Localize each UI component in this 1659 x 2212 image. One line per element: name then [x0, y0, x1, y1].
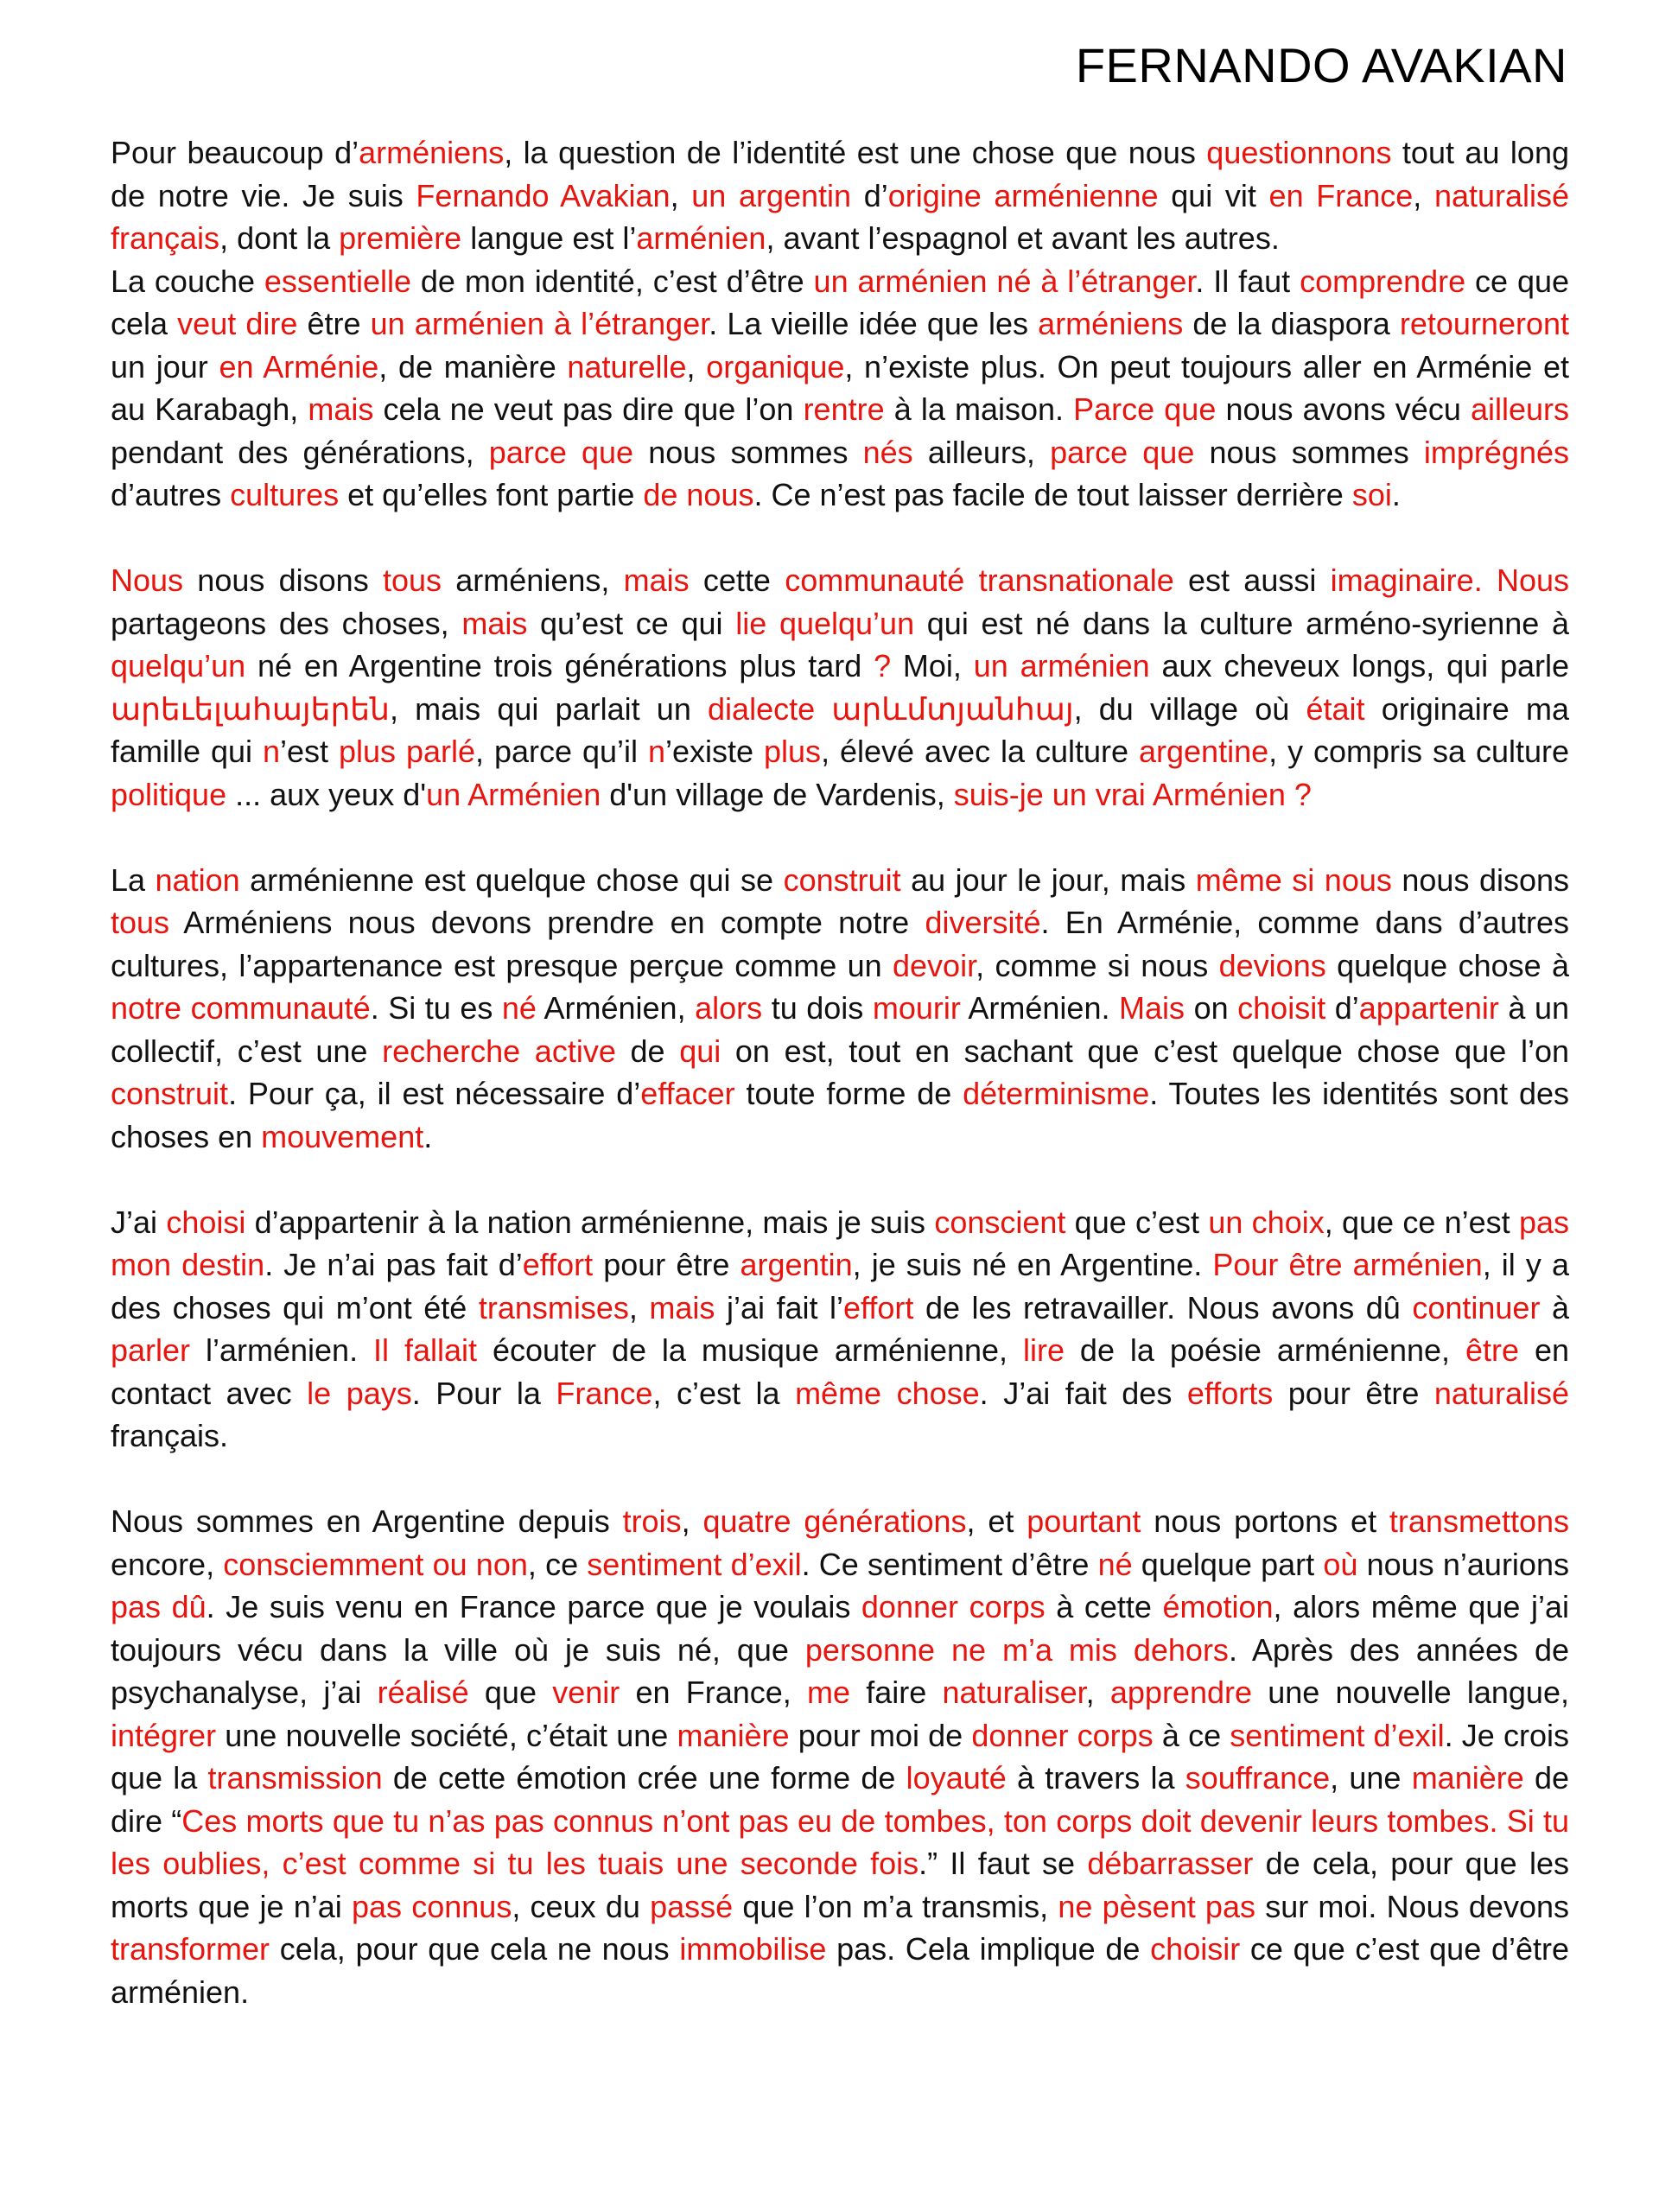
- highlighted-text: où: [1323, 1546, 1358, 1582]
- highlighted-text: sentiment d’exil: [587, 1546, 802, 1582]
- text-segment: à un collectif, c’est une: [111, 990, 1570, 1069]
- text-segment: nous sommes: [633, 434, 863, 470]
- text-segment: ... aux yeux d': [226, 776, 427, 812]
- text-segment: , alors même que j’ai toujours vécu dans la ville où je suis né, que: [111, 1589, 1569, 1668]
- text-segment: est aussi: [1173, 563, 1331, 598]
- highlighted-text: origine arménienne: [887, 177, 1159, 213]
- text-segment: de cela, pour que les morts que je n’ai: [111, 1846, 1569, 1924]
- highlighted-text: n: [647, 734, 666, 769]
- text-segment: Nous sommes en Argentine depuis: [111, 1503, 623, 1539]
- text-segment: partageons des choses,: [111, 605, 462, 641]
- highlighted-text: transmission: [207, 1760, 383, 1796]
- highlighted-text: nés: [862, 434, 913, 470]
- highlighted-text: souffrance: [1185, 1760, 1331, 1796]
- text-segment: ,: [686, 348, 707, 385]
- text-segment: que c’est: [1065, 1204, 1209, 1240]
- highlighted-text: un arménien à l’étranger: [370, 306, 709, 341]
- highlighted-text: transmettons: [1389, 1503, 1570, 1539]
- highlighted-text: mourir: [872, 990, 961, 1026]
- highlighted-text: ne pèsent pas: [1058, 1888, 1255, 1924]
- highlighted-text: argentin: [740, 1247, 853, 1282]
- text-segment: aux cheveux longs, qui parle: [1149, 648, 1569, 683]
- article-body: [111, 131, 1569, 2013]
- highlighted-text: choisir: [1150, 1931, 1241, 1967]
- text-segment: que: [468, 1675, 553, 1710]
- text-segment: faire: [850, 1675, 943, 1710]
- text-segment: ,: [681, 1503, 703, 1539]
- text-segment: ,: [1413, 177, 1434, 213]
- highlighted-text: naturaliser: [942, 1675, 1086, 1710]
- text-segment: à travers la: [1006, 1760, 1185, 1796]
- highlighted-text: en France: [1268, 177, 1414, 213]
- highlighted-text: première: [339, 220, 462, 256]
- text-segment: pour moi de: [789, 1717, 972, 1753]
- text-segment: . Toutes les identités sont des choses en: [111, 1076, 1569, 1154]
- highlighted-text: était: [1306, 690, 1365, 727]
- highlighted-text: tous: [111, 905, 170, 940]
- highlighted-text: qui: [679, 1033, 721, 1069]
- highlighted-text: émotion: [1162, 1589, 1274, 1624]
- text-segment: . La vieille idée que les: [709, 306, 1039, 341]
- text-segment: d’: [1325, 990, 1359, 1026]
- text-segment: . Je crois que la: [111, 1717, 1569, 1796]
- text-segment: J’ai: [111, 1204, 167, 1240]
- highlighted-text: en Arménie: [219, 348, 379, 385]
- paragraph: [111, 859, 1569, 1159]
- highlighted-text: manière: [1411, 1760, 1524, 1796]
- text-segment: nous avons vécu: [1216, 391, 1471, 427]
- text-segment: . Pour la: [411, 1375, 556, 1411]
- highlighted-text: France: [556, 1375, 653, 1411]
- highlighted-text: consciemment ou non: [223, 1546, 528, 1582]
- highlighted-text: veut dire: [177, 306, 298, 341]
- highlighted-text: Pour être arménien: [1212, 1247, 1483, 1282]
- highlighted-text: Nous: [111, 563, 184, 598]
- highlighted-text: intégrer: [111, 1717, 217, 1753]
- highlighted-text: pourtant: [1027, 1503, 1141, 1539]
- text-segment: . Je n’ai pas fait d’: [264, 1247, 523, 1282]
- text-segment: nous n’aurions: [1357, 1546, 1569, 1582]
- highlighted-text: apprendre: [1109, 1675, 1253, 1710]
- paragraph: [111, 131, 1569, 260]
- text-segment: Arménien,: [536, 990, 696, 1026]
- highlighted-text: même si nous: [1195, 861, 1392, 898]
- highlighted-text: construit: [111, 1076, 229, 1111]
- text-segment: une nouvelle langue,: [1252, 1675, 1569, 1710]
- highlighted-text: dialecte արևմտյանհայ: [708, 690, 1074, 727]
- text-segment: , de manière: [378, 348, 568, 385]
- highlighted-text: mouvement: [261, 1118, 424, 1154]
- highlighted-text: mais: [623, 563, 690, 598]
- highlighted-text: alors: [695, 990, 763, 1026]
- text-segment: , élevé avec la culture: [821, 734, 1139, 769]
- text-segment: . Il faut: [1195, 263, 1300, 299]
- text-segment: né en Argentine trois générations plus tard: [245, 648, 874, 683]
- text-segment: .” Il faut se: [918, 1846, 1088, 1881]
- text-segment: un jour: [111, 348, 219, 385]
- text-segment: de cette émotion crée une forme de: [382, 1760, 906, 1796]
- text-segment: l’arménien.: [190, 1332, 374, 1368]
- highlighted-text: effort: [843, 1289, 914, 1325]
- highlighted-text: un argentin: [691, 177, 852, 213]
- text-segment: Arméniens nous devons prendre en compte notre: [169, 905, 925, 940]
- text-segment: et qu’elles font partie: [339, 477, 644, 512]
- text-segment: tout au long de notre vie. Je suis: [111, 135, 1569, 213]
- highlighted-text: me: [807, 1675, 851, 1710]
- text-segment: être: [297, 306, 371, 341]
- highlighted-text: débarrasser: [1087, 1846, 1254, 1881]
- text-segment: . Pour ça, il est nécessaire d’: [228, 1076, 641, 1111]
- text-segment: ailleurs,: [912, 434, 1051, 470]
- highlighted-text: cultures: [230, 477, 340, 512]
- text-segment: , du village où: [1073, 690, 1306, 727]
- text-segment: , il y a des choses qui m’ont été: [111, 1247, 1569, 1325]
- text-segment: ’existe: [665, 734, 765, 769]
- highlighted-text: n: [262, 734, 280, 769]
- text-segment: Moi,: [891, 648, 974, 683]
- text-segment: une nouvelle société, c’était une: [216, 1717, 677, 1753]
- highlighted-text: effort: [522, 1247, 594, 1282]
- text-segment: , je suis né en Argentine.: [852, 1247, 1213, 1282]
- text-segment: pendant des générations,: [111, 434, 489, 470]
- text-segment: cette: [689, 563, 785, 598]
- highlighted-text: pas dû: [111, 1589, 207, 1624]
- text-segment: d’appartenir à la nation arménienne, mais je suis: [245, 1204, 935, 1240]
- text-segment: de la diaspora: [1183, 306, 1400, 341]
- highlighted-text: Il fallait: [373, 1332, 477, 1368]
- highlighted-text: imprégnés: [1423, 434, 1569, 470]
- highlighted-text: un arménien: [973, 648, 1150, 683]
- highlighted-text: passé: [650, 1888, 734, 1924]
- highlighted-text: organique: [706, 348, 845, 385]
- text-segment: , et: [966, 1503, 1027, 1539]
- text-segment: cela ne veut pas dire que l’on: [373, 391, 804, 427]
- text-segment: écouter de la musique arménienne,: [477, 1332, 1023, 1368]
- text-segment: encore,: [111, 1546, 224, 1582]
- highlighted-text: Fernando Avakian: [416, 177, 671, 213]
- text-segment: de: [615, 1033, 680, 1069]
- text-segment: sur moi. Nous devons: [1255, 1888, 1569, 1924]
- text-segment: , ceux du: [512, 1888, 651, 1924]
- text-segment: originaire ma famille qui: [111, 690, 1570, 769]
- text-segment: , y compris sa culture: [1268, 734, 1570, 769]
- highlighted-text: արեւելահայերեն: [111, 690, 390, 727]
- highlighted-text: quatre générations: [702, 1503, 967, 1539]
- highlighted-text: naturalisé français: [111, 177, 1570, 256]
- highlighted-text: trois: [622, 1503, 682, 1539]
- text-segment: d’: [851, 177, 888, 213]
- text-segment: de dire “: [111, 1760, 1570, 1839]
- text-segment: , n’existe plus. On peut toujours aller en Arménie et au Karabagh,: [111, 348, 1569, 427]
- highlighted-text: pas mon destin: [111, 1204, 1570, 1282]
- text-segment: , comme si nous: [976, 947, 1219, 983]
- highlighted-text: argentine: [1139, 734, 1269, 769]
- text-segment: Pour beaucoup d’: [111, 135, 359, 170]
- text-segment: en contact avec: [111, 1332, 1569, 1411]
- paragraph: [111, 559, 1569, 816]
- highlighted-text: naturelle: [567, 348, 687, 385]
- text-segment: , dont la: [219, 220, 340, 256]
- highlighted-text: nation: [155, 861, 240, 898]
- text-segment: , mais qui parlait un: [389, 690, 709, 727]
- text-segment: ,: [1085, 1675, 1110, 1710]
- highlighted-text: donner corps: [971, 1717, 1154, 1753]
- text-segment: français.: [111, 1418, 229, 1453]
- text-segment: arméniens,: [442, 563, 624, 598]
- highlighted-text: transmises: [478, 1289, 629, 1325]
- highlighted-text: naturalisé: [1433, 1375, 1569, 1411]
- text-segment: . J’ai fait des: [979, 1375, 1187, 1411]
- text-segment: , ce: [527, 1546, 588, 1582]
- highlighted-text: effacer: [640, 1076, 735, 1111]
- highlighted-text: imaginaire. Nous: [1330, 563, 1569, 598]
- text-segment: , la question de l’identité est une chose que nous: [504, 135, 1207, 170]
- highlighted-text: suis-je un vrai Arménien ?: [953, 776, 1312, 812]
- text-segment: d’autres: [111, 477, 231, 512]
- paragraph: [111, 1201, 1569, 1458]
- highlighted-text: personne ne m’a mis dehors: [804, 1631, 1229, 1668]
- highlighted-text: lie quelqu’un: [735, 605, 915, 641]
- text-segment: nous disons: [1391, 861, 1570, 898]
- text-segment: nous sommes: [1194, 434, 1424, 470]
- text-segment: La couche: [111, 263, 264, 299]
- text-segment: La: [111, 861, 156, 898]
- text-segment: ce que c’est que d’être arménien.: [111, 1931, 1569, 2010]
- text-segment: quelque chose à: [1325, 947, 1570, 983]
- highlighted-text: quelqu’un: [111, 648, 246, 683]
- highlighted-text: être: [1465, 1332, 1519, 1368]
- highlighted-text: Mais: [1119, 990, 1185, 1026]
- text-segment: , avant l’espagnol et avant les autres.: [766, 220, 1280, 256]
- text-segment: à ce: [1153, 1717, 1230, 1753]
- highlighted-text: notre communauté: [111, 990, 371, 1026]
- text-segment: ’est: [280, 734, 339, 769]
- text-segment: au jour le jour, mais: [900, 861, 1196, 898]
- text-segment: ,: [670, 177, 692, 213]
- text-segment: . Ce n’est pas facile de tout laisser derrière: [753, 477, 1352, 512]
- highlighted-text: choisi: [166, 1204, 246, 1240]
- text-segment: nous portons et: [1141, 1503, 1389, 1539]
- text-segment: . En Arménie, comme dans d’autres cultures, l’appartenance est presque perçue comme un: [111, 905, 1569, 983]
- text-segment: pour être: [1273, 1375, 1434, 1411]
- text-segment: de la poésie arménienne,: [1064, 1332, 1465, 1368]
- text-segment: à la maison.: [884, 391, 1074, 427]
- highlighted-text: parler: [111, 1332, 191, 1368]
- text-segment: on est, tout en sachant que c’est quelque chose que l’on: [721, 1033, 1569, 1069]
- highlighted-text: né: [501, 990, 537, 1026]
- highlighted-text: un Arménien: [426, 776, 601, 812]
- highlighted-text: devoir: [893, 947, 976, 983]
- text-segment: arménienne est quelque chose qui se: [239, 861, 784, 898]
- text-segment: cela, pour que cela ne nous: [270, 1931, 680, 1967]
- highlighted-text: donner corps: [861, 1589, 1046, 1624]
- text-segment: de mon identité, c’est d’être: [411, 263, 814, 299]
- text-segment: tu dois: [762, 990, 873, 1026]
- text-segment: à: [1540, 1289, 1569, 1325]
- highlighted-text: transformer: [111, 1931, 270, 1967]
- highlighted-text: pas connus: [351, 1888, 512, 1924]
- text-segment: langue est l’: [461, 220, 637, 256]
- highlighted-text: loyauté: [906, 1760, 1007, 1796]
- highlighted-text: comprendre: [1300, 263, 1466, 299]
- highlighted-text: arméniens: [1038, 306, 1184, 341]
- text-segment: , parce qu’il: [475, 734, 648, 769]
- text-segment: toute forme de: [734, 1076, 963, 1111]
- text-segment: Arménien.: [960, 990, 1120, 1026]
- paragraph: [111, 260, 1569, 517]
- highlighted-text: Ces morts que tu n’as pas connus n’ont pas eu de tombes, ton corps doit devenir leurs tombes. Si tu les oublies, c’est comme si tu les tuais une seconde fois: [111, 1802, 1569, 1881]
- text-segment: quelque part: [1132, 1546, 1324, 1582]
- highlighted-text: conscient: [934, 1204, 1066, 1240]
- text-segment: à cette: [1045, 1589, 1163, 1624]
- highlighted-text: parce que: [1050, 434, 1195, 470]
- highlighted-text: manière: [677, 1717, 790, 1753]
- text-segment: .: [1391, 477, 1401, 512]
- highlighted-text: appartenir: [1358, 990, 1499, 1026]
- text-segment: ce que cela: [111, 263, 1570, 341]
- highlighted-text: ailleurs: [1470, 391, 1570, 427]
- highlighted-text: choisit: [1237, 990, 1326, 1026]
- highlighted-text: réalisé: [377, 1675, 469, 1710]
- highlighted-text: plus: [764, 734, 822, 769]
- highlighted-text: diversité: [925, 905, 1041, 940]
- highlighted-text: arméniens: [359, 135, 505, 170]
- highlighted-text: venir: [552, 1675, 620, 1710]
- highlighted-text: communauté transnationale: [785, 563, 1174, 598]
- highlighted-text: devions: [1218, 947, 1326, 983]
- highlighted-text: ?: [874, 648, 892, 683]
- text-segment: pour être: [593, 1247, 741, 1282]
- highlighted-text: le pays: [307, 1375, 412, 1411]
- text-segment: on: [1185, 990, 1238, 1026]
- text-segment: en France,: [620, 1675, 808, 1710]
- highlighted-text: plus parlé: [338, 734, 476, 769]
- highlighted-text: politique: [111, 776, 227, 812]
- highlighted-text: arménien: [636, 220, 766, 256]
- highlighted-text: continuer: [1412, 1289, 1541, 1325]
- text-segment: . Si tu es: [370, 990, 502, 1026]
- highlighted-text: rentre: [803, 391, 885, 427]
- text-segment: qui est né dans la culture arméno-syrienne à: [914, 605, 1569, 641]
- highlighted-text: né: [1097, 1546, 1133, 1582]
- text-segment: qu’est ce qui: [527, 605, 736, 641]
- highlighted-text: essentielle: [264, 263, 412, 299]
- text-segment: . Ce sentiment d’être: [801, 1546, 1098, 1582]
- author-name: FERNANDO AVAKIAN: [1075, 38, 1567, 92]
- highlighted-text: lire: [1022, 1332, 1065, 1368]
- paragraph: [111, 1500, 1569, 2013]
- highlighted-text: construit: [783, 861, 901, 898]
- highlighted-text: mais: [461, 605, 528, 641]
- text-segment: , c’est la: [652, 1375, 796, 1411]
- text-segment: .: [423, 1118, 433, 1154]
- highlighted-text: Parce que: [1073, 391, 1217, 427]
- highlighted-text: sentiment d’exil: [1230, 1717, 1445, 1753]
- text-segment: nous disons: [183, 563, 383, 598]
- text-segment: . Après des années de psychanalyse, j’ai: [111, 1631, 1569, 1710]
- highlighted-text: tous: [382, 563, 442, 598]
- text-segment: , que ce n’est: [1324, 1204, 1519, 1240]
- text-segment: j’ai fait l’: [715, 1289, 844, 1325]
- highlighted-text: déterminisme: [963, 1076, 1150, 1111]
- text-segment: . Je suis venu en France parce que je voulais: [206, 1589, 861, 1624]
- text-segment: que l’on m’a transmis,: [733, 1888, 1058, 1924]
- highlighted-text: recherche active: [382, 1033, 616, 1069]
- highlighted-text: mais: [308, 391, 374, 427]
- text-segment: , une: [1330, 1760, 1412, 1796]
- highlighted-text: mais: [649, 1289, 715, 1325]
- text-segment: d'un village de Vardenis,: [601, 776, 954, 812]
- highlighted-text: questionnons: [1206, 135, 1392, 170]
- highlighted-text: retourneront: [1399, 306, 1570, 341]
- highlighted-text: de nous: [643, 477, 754, 512]
- highlighted-text: même chose: [795, 1375, 980, 1411]
- highlighted-text: un choix: [1208, 1204, 1325, 1240]
- highlighted-text: soi: [1351, 477, 1392, 512]
- text-segment: ,: [628, 1289, 650, 1325]
- highlighted-text: efforts: [1186, 1375, 1274, 1411]
- highlighted-text: parce que: [488, 434, 634, 470]
- text-segment: qui vit: [1158, 177, 1269, 213]
- highlighted-text: un arménien né à l’étranger: [813, 263, 1196, 299]
- highlighted-text: immobilise: [679, 1931, 827, 1967]
- text-segment: pas. Cela implique de: [826, 1931, 1151, 1967]
- text-segment: de les retravailler. Nous avons dû: [913, 1289, 1413, 1325]
